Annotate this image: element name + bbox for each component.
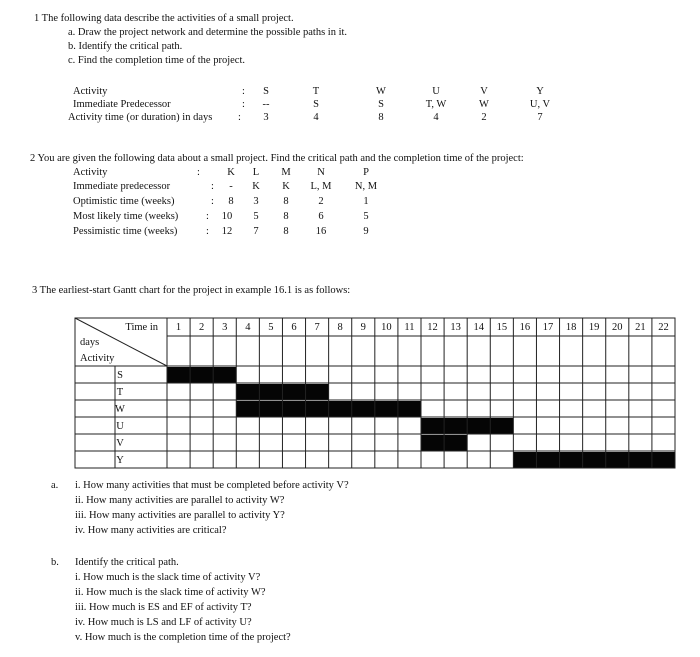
gantt-bar-s [167, 367, 236, 383]
q1-colon: : [242, 99, 245, 110]
q1-pred-cell: T, W [425, 99, 447, 110]
qb-item: iv. How much is LS and LF of activity U? [75, 617, 252, 628]
q2-ml-cell: 8 [283, 211, 289, 222]
gantt-activity-label: V [116, 438, 124, 449]
gantt-activity-label: U [116, 421, 124, 432]
q1-colon: : [238, 112, 241, 123]
q2-label-optimistic: Optimistic time (weeks) [73, 196, 175, 207]
qa-item: ii. How many activities are parallel to activity W? [75, 495, 285, 506]
q1-activity-cell: V [480, 86, 488, 97]
gantt-day-label: 17 [542, 322, 554, 333]
q2-pes-cell: 16 [315, 226, 327, 237]
q2-activity-cell: L [252, 167, 260, 178]
q1-label-activity: Activity [73, 86, 108, 97]
gantt-day-label: 1 [175, 322, 182, 333]
q2-activity-cell: K [227, 167, 235, 178]
q2-opt-cell: 8 [228, 196, 234, 207]
q2-ml-cell: 5 [363, 211, 369, 222]
gantt-day-label: 6 [291, 322, 297, 333]
gantt-day-label: 11 [404, 322, 415, 333]
q1-time-cell: 2 [481, 112, 487, 123]
q1-pred-cell: S [378, 99, 384, 110]
q2-ml-cell: 5 [253, 211, 259, 222]
gantt-day-label: 9 [360, 322, 366, 333]
qa-item: i. How many activities that must be completed before activity V? [75, 480, 349, 491]
gantt-day-label: 16 [519, 322, 531, 333]
qa-item: iii. How many activities are parallel to activity Y? [75, 510, 285, 521]
q1-pred-cell: -- [262, 99, 270, 110]
qb-title: Identify the critical path. [75, 557, 179, 568]
q1-pred-cell: U, V [529, 99, 551, 110]
gantt-day-label: 20 [612, 322, 623, 333]
q1-pred-cell: W [479, 99, 489, 110]
q1-activity-cell: T [312, 86, 320, 97]
q1-time-cell: 4 [433, 112, 439, 123]
gantt-day-label: 7 [314, 322, 320, 333]
qb-item: iii. How much is ES and EF of activity T? [75, 602, 252, 613]
q2-pred-cell: N, M [354, 181, 378, 192]
q1-activity-cell: S [263, 86, 269, 97]
gantt-day-label: 14 [473, 322, 484, 333]
gantt-activity-label: Y [116, 455, 124, 466]
q1-time-cell: 4 [313, 112, 319, 123]
q1-colon: : [242, 86, 245, 97]
q2-colon: : [211, 181, 214, 192]
q1-heading: 1 The following data describe the activities of a small project. [34, 13, 294, 24]
gantt-day-label: 22 [658, 322, 669, 333]
q2-pes-cell: 12 [221, 226, 233, 237]
q2-pred-cell: - [229, 181, 233, 192]
q2-label-pessimistic: Pessimistic time (weeks) [73, 226, 178, 237]
qb-label: b. [51, 557, 59, 568]
q1-time-cell: 8 [378, 112, 384, 123]
gantt-activity-label: S [117, 370, 123, 381]
q2-colon: : [211, 196, 214, 207]
q1-time-cell: 7 [537, 112, 543, 123]
gantt-day-label: 18 [565, 322, 577, 333]
q2-label-predecessor: Immediate predecessor [73, 181, 171, 192]
q2-opt-cell: 1 [363, 196, 369, 207]
q1-activity-cell: U [432, 86, 440, 97]
q2-opt-cell: 2 [318, 196, 324, 207]
q1-activity-cell: Y [536, 86, 544, 97]
gantt-day-label: 12 [427, 322, 438, 333]
qb-item: i. How much is the slack time of activity V? [75, 572, 261, 583]
q2-pes-cell: 7 [253, 226, 259, 237]
gantt-day-label: 3 [222, 322, 228, 333]
gantt-header-activity: Activity [80, 353, 115, 364]
q1-label-predecessor: Immediate Predecessor [73, 99, 171, 110]
q1-pred-cell: S [313, 99, 319, 110]
q2-label-most-likely: Most likely time (weeks) [73, 211, 179, 222]
q2-ml-cell: 10 [221, 211, 233, 222]
qb-item: v. How much is the completion time of the project? [75, 632, 291, 643]
gantt-day-label: 13 [450, 322, 461, 333]
q2-pes-cell: 9 [363, 226, 369, 237]
qa-item: iv. How many activities are critical? [75, 525, 227, 536]
q1-part-c: c. Find the completion time of the project. [68, 55, 245, 66]
gantt-bar-y [513, 452, 675, 468]
q1-part-a: a. Draw the project network and determine the possible paths in it. [68, 27, 348, 38]
qa-label: a. [51, 480, 59, 491]
qb-item: ii. How much is the slack time of activity W? [75, 587, 266, 598]
q2-colon: : [206, 211, 209, 222]
q2-opt-cell: 3 [253, 196, 259, 207]
gantt-activity-label: T [116, 387, 124, 398]
gantt-day-label: 4 [245, 322, 251, 333]
gantt-header-days: days [80, 337, 100, 348]
q1-label-duration: Activity time (or duration) in days [68, 112, 213, 123]
q2-activity-cell: P [363, 167, 369, 178]
gantt-activity-label: W [115, 404, 125, 415]
q2-label-activity: Activity [73, 167, 108, 178]
gantt-day-label: 21 [635, 322, 646, 333]
gantt-day-label: 15 [496, 322, 508, 333]
q2-pred-cell: K [252, 181, 260, 192]
q2-colon: : [206, 226, 209, 237]
q2-opt-cell: 8 [283, 196, 289, 207]
q1-activity-cell: W [376, 86, 386, 97]
q2-activity-cell: N [317, 167, 325, 178]
gantt-day-label: 8 [337, 322, 343, 333]
q2-pred-cell: K [282, 181, 290, 192]
gantt-day-label: 2 [199, 322, 205, 333]
q3-heading: 3 The earliest-start Gantt chart for the project in example 16.1 is as follows: [32, 285, 351, 296]
gantt-day-label: 5 [268, 322, 274, 333]
gantt-header-time: Time in [125, 322, 158, 333]
q2-activity-cell: M [281, 167, 291, 178]
q2-pred-cell: L, M [310, 181, 332, 192]
q2-colon: : [197, 167, 200, 178]
gantt-day-label: 19 [588, 322, 600, 333]
q2-pes-cell: 8 [283, 226, 289, 237]
q2-heading: 2 You are given the following data about a small project. Find the critical path and the completion time of the project: [30, 153, 524, 164]
gantt-day-label: 10 [381, 322, 392, 333]
q2-ml-cell: 6 [318, 211, 324, 222]
q1-part-b: b. Identify the critical path. [68, 41, 183, 52]
q1-time-cell: 3 [263, 112, 269, 123]
